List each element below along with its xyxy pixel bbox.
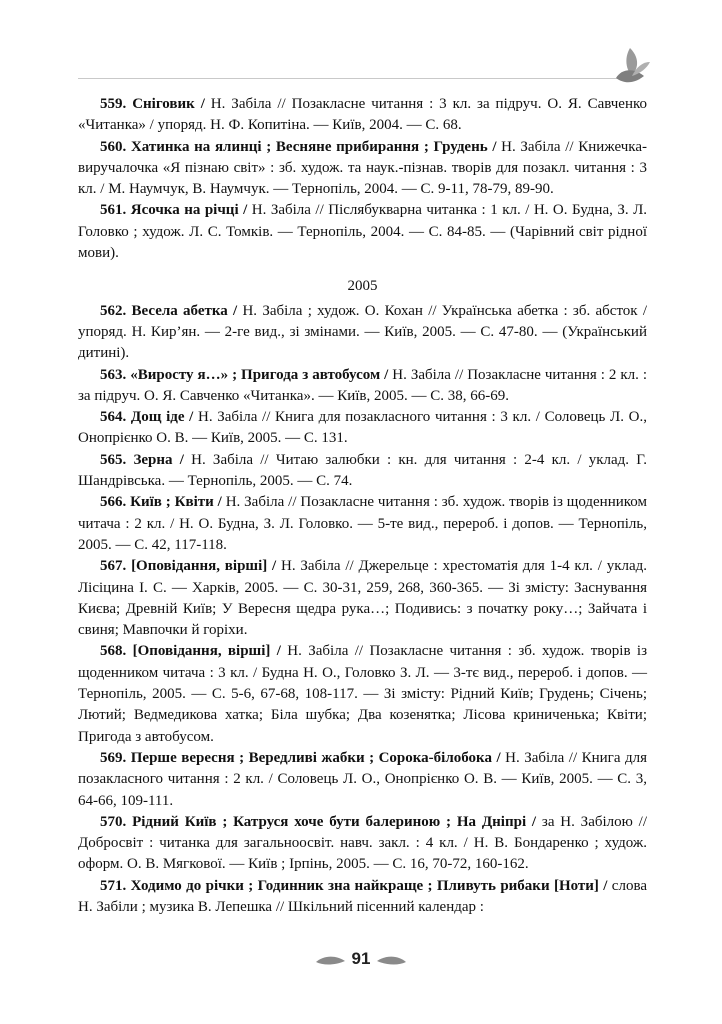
entry-number: 571. <box>100 877 127 894</box>
page-number: 91 <box>351 949 371 968</box>
entry-title: Дощ іде / <box>130 409 194 426</box>
leaf-ornament-icon <box>608 46 652 90</box>
entry-description: Н. Забіла // Читаю залюбки : кн. для читання : 2-4 кл. / уклад. Г. Шандрівська. — Тернопіль, 2005. — С. 74. <box>78 451 647 490</box>
entry-number: 561. <box>100 202 127 219</box>
entry-title: Київ ; Квіти / <box>130 494 222 511</box>
bibliography-entry <box>78 492 647 556</box>
entry-number: 567. <box>100 558 127 575</box>
entry-number: 559. <box>100 96 127 112</box>
entry-description: Н. Забіла // Позакласне читання : 2 кл. : за підруч. О. Я. Савченко «Читанка». — Київ, 2005. — С. 38, 66-69. <box>78 366 647 404</box>
page-footer <box>0 946 722 976</box>
entry-description: Н. Забіла // Післябукварна читанка : 1 кл. / Н. О. Будна, З. Л. Головко ; худож. Л. С. Томків. — Тернопіль, 2004. — С. 84-85. — (Чарівний світ рідної мови). <box>78 202 648 262</box>
bibliography-entry <box>78 641 647 747</box>
year-heading: 2005 <box>347 278 378 295</box>
entry-title: Ясочка на річці / <box>130 202 248 219</box>
entry-number: 565. <box>100 451 127 468</box>
bibliography-entry <box>78 137 647 201</box>
entries-2004 <box>78 94 647 264</box>
entry-description: Н. Забіла ; худож. О. Кохан // Українська абетка : зб. абсток / упоряд. Н. Кир’ян. — 2-ге вид., зі змінами. — Київ, 2005. — С. 47-80. — (Український дитині). <box>78 302 648 362</box>
entry-title: Рідний Київ ; Катруся хоче бути балериною ; На Дніпрі / <box>132 813 537 830</box>
entry-number: 564. <box>100 409 127 426</box>
bibliography-entry <box>78 556 647 641</box>
entry-title: Сніговик / <box>132 96 205 112</box>
entry-description: Н. Забіла // Позакласне читання : 3 кл. за підруч. О. Я. Савченко «Читанка» / упоряд. Н. Ф. Копитіна. — Київ, 2004. — С. 68. <box>78 96 648 134</box>
entry-title: Ходимо до річки ; Годинник зна найкраще ; Пливуть рибаки [Ноти] / <box>130 877 608 894</box>
entry-title: Хатинка на ялинці ; Весняне прибирання ; Грудень / <box>130 138 497 155</box>
entry-number: 569. <box>100 749 127 766</box>
entry-number: 563. <box>100 366 127 383</box>
entry-title: Перше вересня ; Вередливі жабки ; Сорока-білобока / <box>130 749 501 766</box>
entry-title: [Оповідання, вірші] / <box>131 558 277 575</box>
bibliography-entry <box>78 200 647 264</box>
bibliography-entry <box>78 450 647 493</box>
header-rule <box>78 78 638 79</box>
entry-description: Н. Забіла // Позакласне читання : зб. худож. творів із щоденником читача : 2 кл. / Н. О. Будна, З. Л. Головко. — 5-те вид., перероб. і допов. — Тернопіль, 2005. — С. 42, 117-118. <box>78 494 647 553</box>
entry-title: «Виросту я…» ; Пригода з автобусом / <box>130 366 389 383</box>
entry-number: 562. <box>100 302 127 319</box>
bibliography-entry <box>78 94 647 137</box>
entry-description: Н. Забіла // Позакласне читання : зб. худож. творів із щоденником читача : 3 кл. / Будна Н. О., Головко З. Л. — 3-тє вид., перероб. і допов. — Тернопіль, 2005. — С. 5-6, 67-68, 108-117. — Зі змісту: Рідний Київ; Грудень; Січень; Лютий; Ведмедикова хатка; Біла шубка; Два козенятка; Лісова криниченька; Квіти; Пригода з автобусом. <box>78 643 647 745</box>
entries-2005 <box>78 301 647 919</box>
entry-description: Н. Забіла // Книга для позакласного читання : 2 кл. / Соловець Л. О., Онопрієнко О. В. — Київ, 2005. — С. 3, 64-66, 109-111. <box>78 749 648 809</box>
entry-number: 560. <box>100 138 127 155</box>
entry-description: Н. Забіла // Джерельце : хрестоматія для 1-4 кл. / уклад. Лісіцина І. С. — Харків, 2005. — С. 30-31, 259, 268, 360-365. — Зі змісту: Заснування Києва; Древній Київ; У Вересня щедра рука…; Подивись: з початку року…; Зайчата і свиня; Мавпочки й горіхи. <box>78 558 648 639</box>
entry-number: 570. <box>100 813 127 830</box>
bibliography-entry <box>78 365 647 408</box>
entry-description: слова Н. Забіли ; музика В. Лепешка // Шкільний пісенний календар : <box>78 877 647 915</box>
leaf-ornament-icon <box>376 953 408 967</box>
bibliography-entry <box>78 407 647 450</box>
bibliography-entry <box>78 748 647 812</box>
entry-number: 568. <box>100 643 127 660</box>
entry-description: Н. Забіла // Книга для позакласного читання : 3 кл. / Соловець Л. О., Онопрієнко О. В. — Київ, 2005. — С. 131. <box>78 409 647 447</box>
entry-title: [Оповідання, вірші] / <box>132 643 281 660</box>
bibliography-entry <box>78 876 647 919</box>
bibliography-list <box>78 94 647 918</box>
entry-description: Н. Забіла // Книжечка-виручалочка «Я пізнаю світ» : зб. худож. та наук.-пізнав. творів для позакл. читання : 3 кл. / М. Наумчук, В. Наумчук. — Тернопіль, 2004. — С. 9-11, 78-79, 89-90. <box>78 138 647 198</box>
bibliography-entry <box>78 301 647 365</box>
entry-description: за Н. Забілою // Добросвіт : читанка для загальноосвіт. навч. закл. : 4 кл. / Н. В. Бондаренко ; худож. оформ. О. В. Мягкової. — Київ ; Ірпінь, 2005. — С. 16, 70-72, 160-162. <box>78 813 647 873</box>
entry-title: Зерна / <box>133 451 184 468</box>
entry-number: 566. <box>100 494 127 511</box>
bibliography-entry <box>78 812 647 876</box>
entry-title: Весела абетка / <box>131 302 238 319</box>
